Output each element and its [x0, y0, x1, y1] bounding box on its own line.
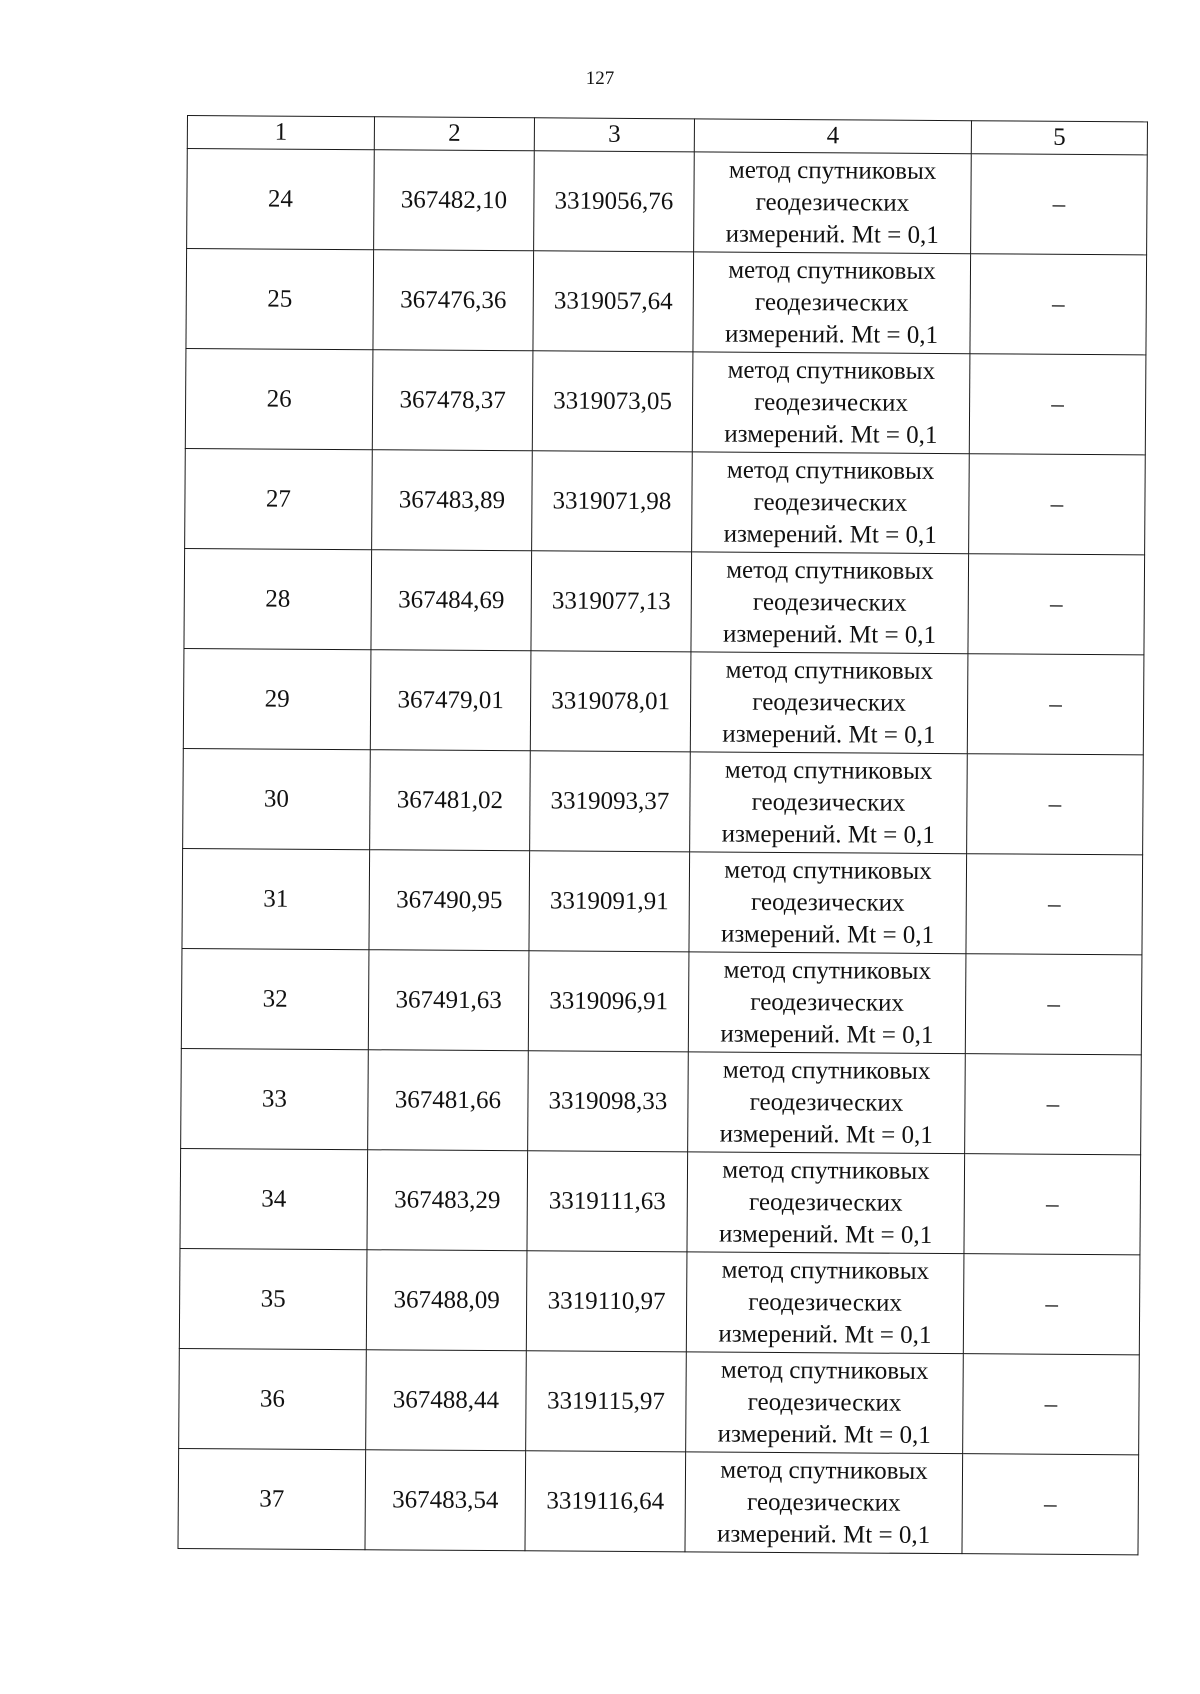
- point-number-cell: 27: [185, 448, 373, 549]
- method-text-line: метод спутниковых: [721, 1256, 930, 1285]
- method-cell: [690, 652, 968, 754]
- point-number-cell: 35: [179, 1248, 367, 1349]
- point-number-cell: 28: [184, 548, 372, 649]
- table-row: [180, 1148, 1141, 1254]
- point-number-cell: 34: [180, 1148, 368, 1249]
- method-text-line: метод спутниковых: [720, 1456, 928, 1485]
- x-coordinate-cell: 367484,69: [371, 550, 532, 651]
- y-coordinate-cell: 3319057,64: [533, 251, 694, 352]
- point-number-cell: 37: [178, 1448, 366, 1549]
- table-row: [183, 748, 1144, 854]
- method-text-line: метод спутниковых: [728, 156, 937, 185]
- method-text-line: геодезических: [753, 488, 908, 517]
- y-coordinate-cell: 3319071,98: [532, 451, 693, 552]
- point-number-cell: 29: [183, 648, 371, 749]
- method-text-line: измерений. Mt = 0,1: [718, 1320, 932, 1349]
- method-text-line: геодезических: [750, 888, 905, 917]
- note-cell: –: [962, 1454, 1139, 1555]
- method-cell: [689, 852, 967, 954]
- y-coordinate-cell: 3319073,05: [532, 351, 693, 452]
- method-cell: [694, 152, 972, 254]
- method-text-line: метод спутниковых: [725, 656, 934, 685]
- x-coordinate-cell: 367483,89: [372, 450, 533, 551]
- y-coordinate-cell: 3319077,13: [531, 551, 692, 652]
- y-coordinate-cell: 3319078,01: [530, 651, 691, 752]
- column-header-3: 3: [534, 118, 694, 152]
- coordinates-table: [177, 115, 1147, 1555]
- y-coordinate-cell: 3319110,97: [526, 1251, 687, 1352]
- method-text-line: измерений. Mt = 0,1: [716, 1520, 931, 1549]
- method-text-line: геодезических: [751, 788, 906, 817]
- point-number-cell: 26: [185, 348, 373, 449]
- method-text-line: геодезических: [754, 388, 908, 417]
- method-text-line: геодезических: [747, 1388, 902, 1417]
- page-number: 127: [585, 68, 615, 89]
- method-text-line: измерений. Mt = 0,1: [725, 220, 939, 249]
- note-cell: –: [970, 254, 1147, 355]
- table-row: [184, 548, 1145, 654]
- note-cell: –: [965, 954, 1142, 1055]
- method-text-line: метод спутниковых: [723, 956, 932, 985]
- table-row: [182, 848, 1143, 954]
- point-number-cell: 32: [181, 948, 369, 1049]
- table-row: [183, 648, 1144, 754]
- x-coordinate-cell: 367483,29: [367, 1150, 528, 1251]
- note-cell: –: [969, 454, 1146, 555]
- table-row: [187, 149, 1148, 255]
- x-coordinate-cell: 367481,02: [370, 750, 531, 851]
- y-coordinate-cell: 3319111,63: [527, 1151, 688, 1252]
- method-text-line: измерений. Mt = 0,1: [721, 820, 935, 849]
- method-text-line: геодезических: [752, 688, 907, 717]
- point-number-cell: 33: [181, 1048, 369, 1149]
- column-header-5: 5: [971, 121, 1147, 155]
- y-coordinate-cell: 3319115,97: [526, 1351, 687, 1452]
- method-text-line: геодезических: [754, 288, 909, 317]
- method-text-line: геодезических: [746, 1488, 901, 1517]
- method-cell: [690, 752, 968, 854]
- note-cell: –: [963, 1254, 1140, 1355]
- method-text-line: метод спутниковых: [720, 1356, 929, 1385]
- method-text-line: измерений. Mt = 0,1: [724, 320, 939, 349]
- method-cell: [692, 452, 970, 554]
- method-cell: [685, 1452, 963, 1554]
- x-coordinate-cell: 367490,95: [369, 850, 530, 951]
- note-cell: –: [967, 754, 1144, 855]
- method-cell: [688, 952, 966, 1054]
- table-row: [179, 1348, 1140, 1454]
- point-number-cell: 36: [179, 1348, 367, 1449]
- method-cell: [691, 552, 969, 654]
- method-text-line: метод спутниковых: [727, 356, 936, 385]
- y-coordinate-cell: 3319093,37: [530, 751, 691, 852]
- method-text-line: метод спутниковых: [728, 256, 936, 285]
- x-coordinate-cell: 367488,44: [366, 1350, 527, 1451]
- point-number-cell: 24: [187, 149, 375, 250]
- method-text-line: геодезических: [749, 1088, 904, 1117]
- method-text-line: геодезических: [752, 588, 907, 617]
- note-cell: –: [967, 654, 1144, 755]
- note-cell: –: [965, 1054, 1142, 1155]
- table-row: [185, 348, 1146, 454]
- x-coordinate-cell: 367488,09: [366, 1250, 527, 1351]
- column-header-1: 1: [187, 116, 374, 150]
- method-text-line: измерений. Mt = 0,1: [723, 520, 937, 549]
- y-coordinate-cell: 3319096,91: [528, 951, 689, 1052]
- note-cell: –: [968, 554, 1145, 655]
- method-text-line: измерений. Mt = 0,1: [718, 1220, 933, 1249]
- coordinates-table-container: [177, 115, 1146, 1555]
- table-row: [186, 249, 1147, 355]
- method-text-line: метод спутниковых: [722, 1056, 931, 1085]
- x-coordinate-cell: 367482,10: [374, 150, 535, 251]
- table-body: [178, 149, 1147, 1555]
- method-text-line: метод спутниковых: [726, 456, 935, 485]
- method-text-line: измерений. Mt = 0,1: [722, 620, 937, 649]
- column-header-4: 4: [694, 119, 971, 154]
- method-text-line: измерений. Mt = 0,1: [724, 420, 938, 449]
- method-text-line: измерений. Mt = 0,1: [719, 1120, 933, 1149]
- method-cell: [688, 1052, 966, 1154]
- point-number-cell: 31: [182, 848, 370, 949]
- x-coordinate-cell: 367481,66: [368, 1050, 529, 1151]
- method-cell: [687, 1152, 965, 1254]
- method-text-line: геодезических: [750, 988, 905, 1017]
- method-text-line: измерений. Mt = 0,1: [717, 1420, 931, 1449]
- y-coordinate-cell: 3319091,91: [529, 851, 690, 952]
- point-number-cell: 25: [186, 249, 374, 350]
- method-cell: [686, 1252, 964, 1354]
- note-cell: –: [966, 854, 1143, 955]
- x-coordinate-cell: 367478,37: [372, 350, 533, 451]
- note-cell: –: [964, 1154, 1141, 1255]
- x-coordinate-cell: 367479,01: [370, 650, 531, 751]
- point-number-cell: 30: [183, 748, 371, 849]
- y-coordinate-cell: 3319098,33: [528, 1051, 689, 1152]
- method-text-line: метод спутниковых: [722, 1156, 930, 1185]
- method-cell: [686, 1352, 964, 1454]
- method-text-line: измерений. Mt = 0,1: [720, 920, 935, 949]
- method-cell: [692, 352, 970, 454]
- method-cell: [693, 252, 971, 354]
- method-text-line: измерений. Mt = 0,1: [720, 1020, 934, 1049]
- table-row: [181, 1048, 1142, 1154]
- method-text-line: геодезических: [755, 188, 910, 217]
- table-row: [185, 448, 1146, 554]
- x-coordinate-cell: 367483,54: [365, 1450, 526, 1551]
- method-text-line: метод спутниковых: [724, 756, 933, 785]
- table-row: [181, 948, 1142, 1054]
- method-text-line: геодезических: [748, 1288, 903, 1317]
- method-text-line: метод спутниковых: [726, 556, 934, 585]
- method-text-line: измерений. Mt = 0,1: [722, 720, 936, 749]
- method-text-line: метод спутниковых: [724, 856, 932, 885]
- x-coordinate-cell: 367491,63: [368, 950, 529, 1051]
- y-coordinate-cell: 3319056,76: [534, 151, 695, 252]
- x-coordinate-cell: 367476,36: [373, 250, 534, 351]
- y-coordinate-cell: 3319116,64: [525, 1451, 686, 1552]
- column-header-2: 2: [374, 117, 534, 151]
- note-cell: –: [963, 1354, 1140, 1455]
- table-row: [178, 1448, 1139, 1554]
- method-text-line: геодезических: [748, 1188, 903, 1217]
- table-row: [179, 1248, 1140, 1354]
- note-cell: –: [969, 354, 1146, 455]
- note-cell: –: [971, 154, 1148, 255]
